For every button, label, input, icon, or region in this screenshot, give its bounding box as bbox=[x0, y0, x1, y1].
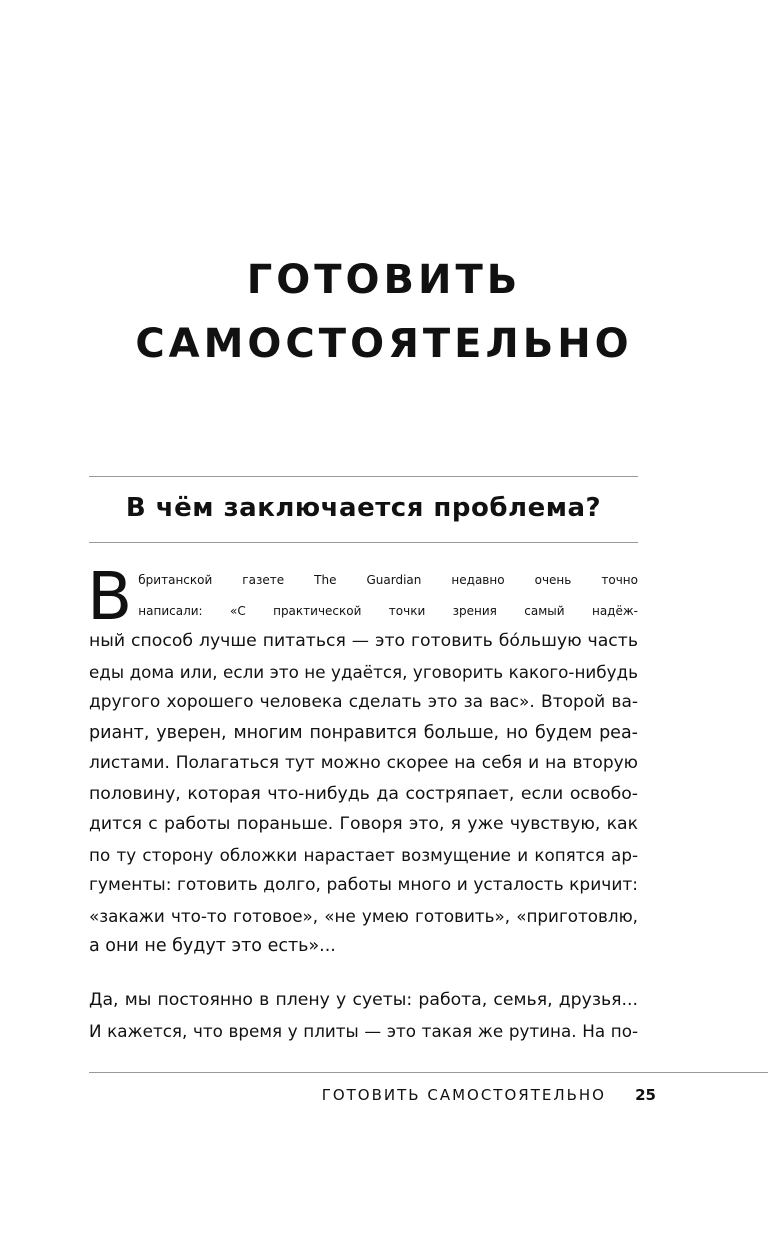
text-line: «закажи что-то готовое», «не умею готовить», «приготовлю, bbox=[89, 905, 638, 926]
text-line: а они не будут это есть»... bbox=[89, 936, 336, 956]
page-footer bbox=[89, 1080, 656, 1110]
text-line: другого хорошего человека сделать это за вас». Второй ва- bbox=[89, 692, 638, 712]
text-line: половину, которая что-нибудь да состряпает, если освобо- bbox=[89, 783, 638, 804]
text-line: ный способ лучше питаться — это готовить бо́льшую часть bbox=[89, 631, 638, 651]
text-line: по ту сторону обложки нарастает возмущение и копятся ар- bbox=[89, 844, 638, 865]
text-line: листами. Полагаться тут можно скорее на себя и на вторую bbox=[89, 753, 638, 773]
text-line: Да, мы постоянно в плену у суеты: работа, семья, друзья... bbox=[89, 990, 638, 1010]
text-line: британской газете The Guardian недавно очень точно bbox=[138, 573, 638, 587]
chapter-title-line-2: САМОСТОЯТЕЛЬНО bbox=[135, 321, 633, 367]
text-line: И кажется, что время у плиты — это такая же рутина. На по- bbox=[89, 1020, 638, 1041]
drop-cap: В bbox=[87, 558, 133, 635]
paragraph-1 bbox=[87, 558, 638, 962]
text-line: риант, уверен, многим понравится больше, но будем реа- bbox=[89, 722, 638, 743]
section-divider-bottom bbox=[89, 542, 638, 543]
text-line: дится с работы пораньше. Говоря это, я уже чувствую, как bbox=[89, 814, 638, 834]
running-head: ГОТОВИТЬ САМОСТОЯТЕЛЬНО bbox=[321, 1086, 606, 1104]
chapter-title bbox=[0, 248, 768, 376]
paragraph-2 bbox=[89, 985, 638, 1046]
text-line: написали: «С практической точки зрения самый надёж- bbox=[138, 603, 638, 618]
section-divider-top bbox=[89, 476, 638, 477]
section-heading: В чём заключается проблема? bbox=[125, 493, 602, 523]
page-number: 25 bbox=[635, 1086, 656, 1104]
text-line: гументы: готовить долго, работы много и усталость кричит: bbox=[89, 875, 638, 895]
text-line: еды дома или, если это не удаётся, уговорить какого-нибудь bbox=[89, 661, 638, 682]
footer-divider bbox=[89, 1072, 768, 1073]
chapter-title-line-1: ГОТОВИТЬ bbox=[246, 257, 522, 303]
